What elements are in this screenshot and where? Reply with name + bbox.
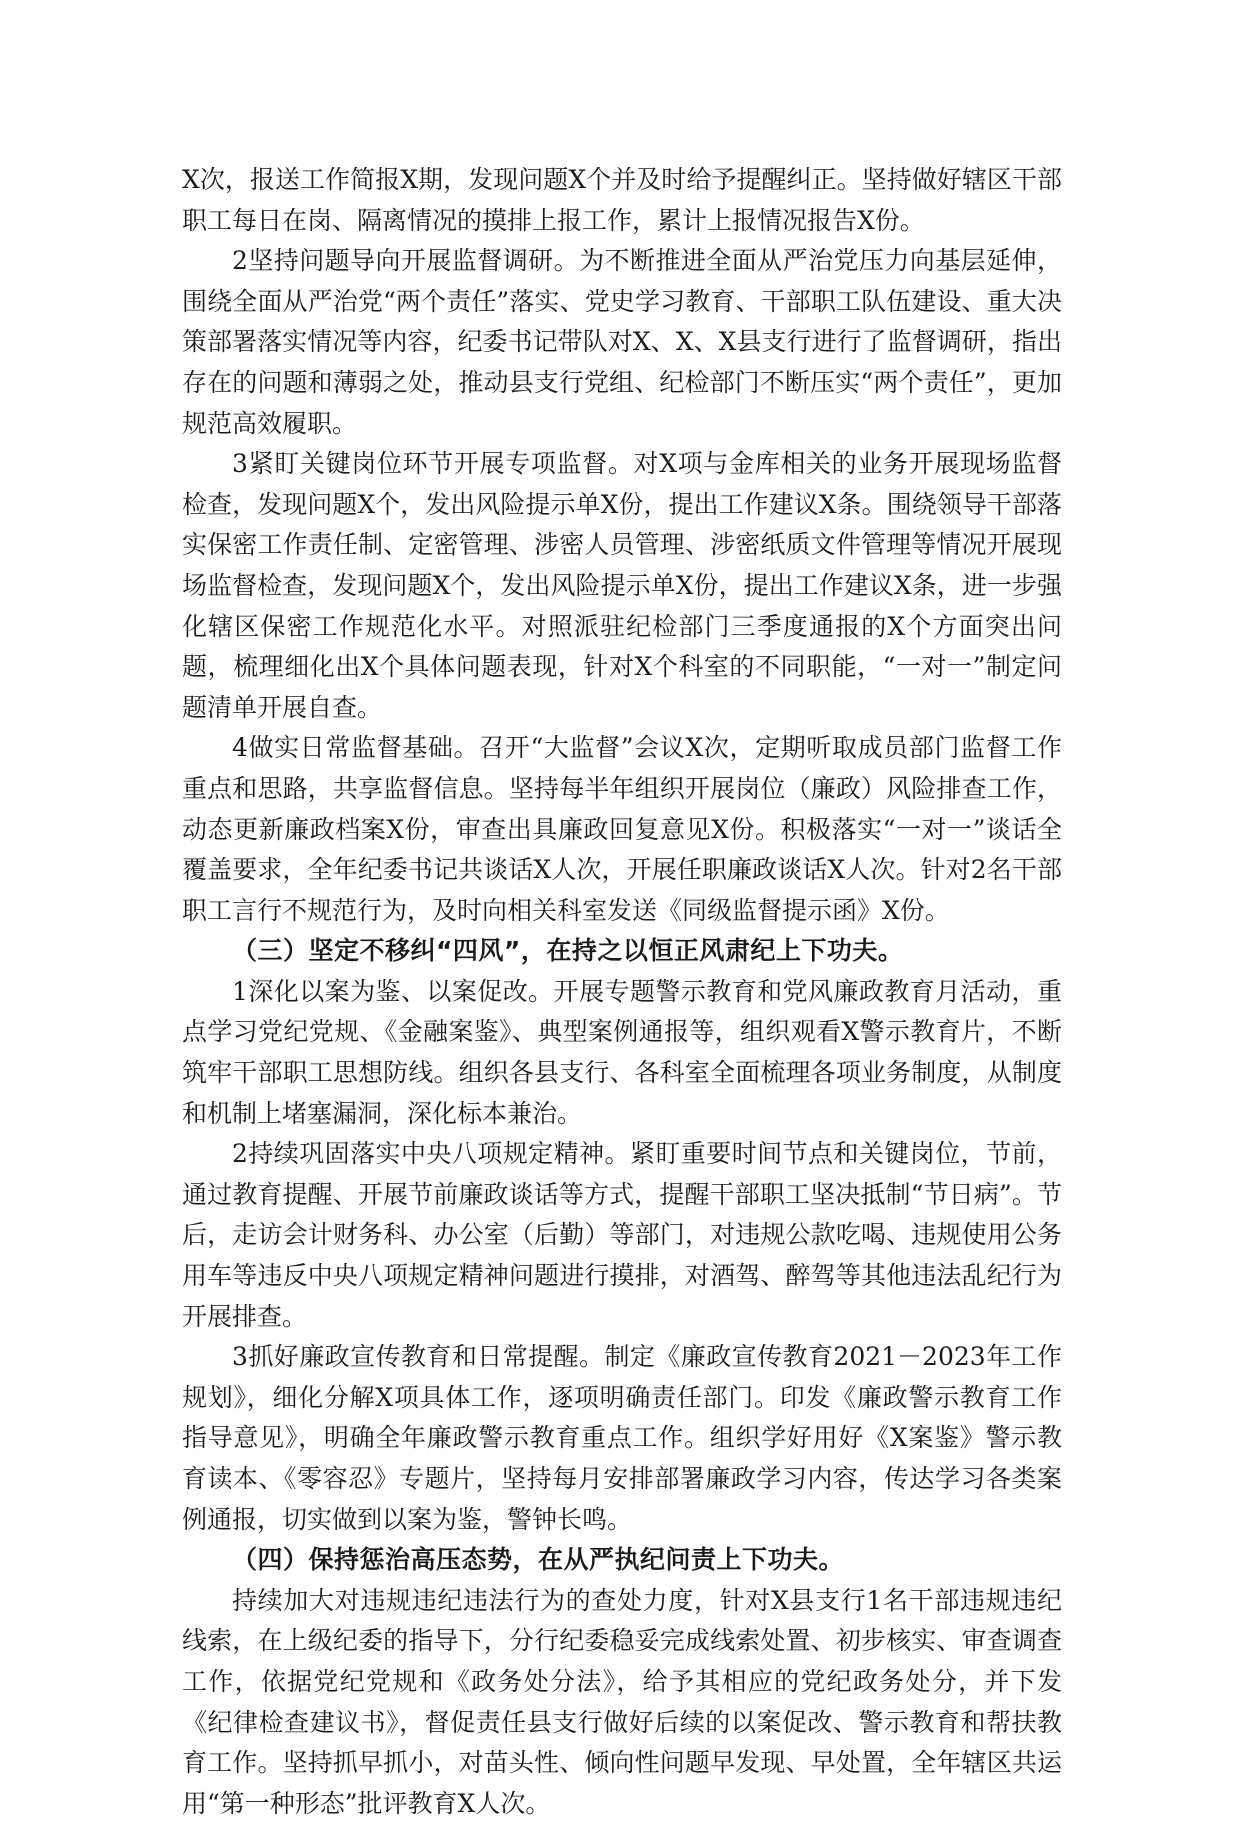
paragraph-daily-supervision: 4做实日常监督基础。召开“大监督”会议X次，定期听取成员部门监督工作重点和思路，共享监督信息。坚持每半年组织开展岗位（廉政）风险排查工作，动态更新廉政档案X份，审查出具廉政回复意见X份。积极落实“一对一”谈话全覆盖要求，全年纪委书记共谈话X人次，开展任职廉政谈话X人次。针对2名干部职工言行不规范行为，及时向相关科室发送《同级监督提示函》X份。 bbox=[182, 733, 1062, 925]
paragraph-integrity-education: 3抓好廉政宣传教育和日常提醒。制定《廉政宣传教育2021－2023年工作规划》，细化分解X项具体工作，逐项明确责任部门。印发《廉政警示教育工作指导意见》，明确全年廉政警示教育重点工作。组织学好用好《X案鉴》警示教育读本、《零容忍》专题片，坚持每月安排部署廉政学习内容，传达学习各类案例通报，切实做到以案为鉴，警钟长鸣。 bbox=[182, 1342, 1062, 1534]
section-heading-3: （三）坚定不移纠“四风”，在持之以恒正风肃纪上下功夫。 bbox=[232, 936, 904, 966]
paragraph-special-supervision: 3紧盯关键岗位环节开展专项监督。对X项与金库相关的业务开展现场监督检查，发现问题X个，发出风险提示单X份，提出工作建议X条。围绕领导干部落实保密工作责任制、定密管理、涉密人员管理、涉密纸质文件管理等情况开展现场监督检查，发现问题X个，发出风险提示单X份，提出工作建议X条，进一步强化辖区保密工作规范化水平。对照派驻纪检部门三季度通报的X个方面突出问题，梳理细化出X个具体问题表现，针对X个科室的不同职能，“一对一”制定问题清单开展自查。 bbox=[182, 449, 1062, 722]
paragraph-continuation: X次，报送工作简报X期，发现问题X个并及时给予提醒纠正。坚持做好辖区干部职工每日在岗、隔离情况的摸排上报工作，累计上报情况报告X份。 bbox=[182, 165, 1062, 235]
paragraph-eight-rules: 2持续巩固落实中央八项规定精神。紧盯重要时间节点和关键岗位，节前，通过教育提醒、开展节前廉政谈话等方式，提醒干部职工坚决抵制“节日病”。节后，走访会计财务科、办公室（后勤）等部门，对违规公款吃喝、违规使用公务用车等违反中央八项规定精神问题进行摸排，对酒驾、醉驾等其他违法乱纪行为开展排查。 bbox=[182, 1139, 1062, 1331]
paragraph-discipline-enforcement: 持续加大对违规违纪违法行为的查处力度，针对X县支行1名干部违规违纪线索，在上级纪委的指导下，分行纪委稳妥完成线索处置、初步核实、审查调查工作，依据党纪党规和《政务处分法》，给予其相应的党纪政务处分，并下发《纪律检查建议书》，督促责任县支行做好后续的以案促改、警示教育和帮扶教育工作。坚持抓早抓小，对苗头性、倾向性问题早发现、早处置，全年辖区共运用“第一种形态”批评教育X人次。 bbox=[182, 1585, 1062, 1818]
paragraph-case-lessons: 1深化以案为鉴、以案促改。开展专题警示教育和党风廉政教育月活动，重点学习党纪党规、《金融案鉴》、典型案例通报等，组织观看X警示教育片，不断筑牢干部职工思想防线。组织各县支行、各科室全面梳理各项业务制度，从制度和机制上堵塞漏洞，深化标本兼治。 bbox=[182, 976, 1062, 1128]
section-heading-4: （四）保持惩治高压态势，在从严执纪问责上下功夫。 bbox=[232, 1545, 845, 1575]
paragraph-supervision-research: 2坚持问题导向开展监督调研。为不断推进全面从严治党压力向基层延伸，围绕全面从严治党“两个责任”落实、党史学习教育、干部职工队伍建设、重大决策部署落实情况等内容，纪委书记带队对X、X、X县支行进行了监督调研，指出存在的问题和薄弱之处，推动县支行党组、纪检部门不断压实“两个责任”，更加规范高效履职。 bbox=[182, 246, 1062, 438]
document-page bbox=[182, 160, 1062, 1824]
